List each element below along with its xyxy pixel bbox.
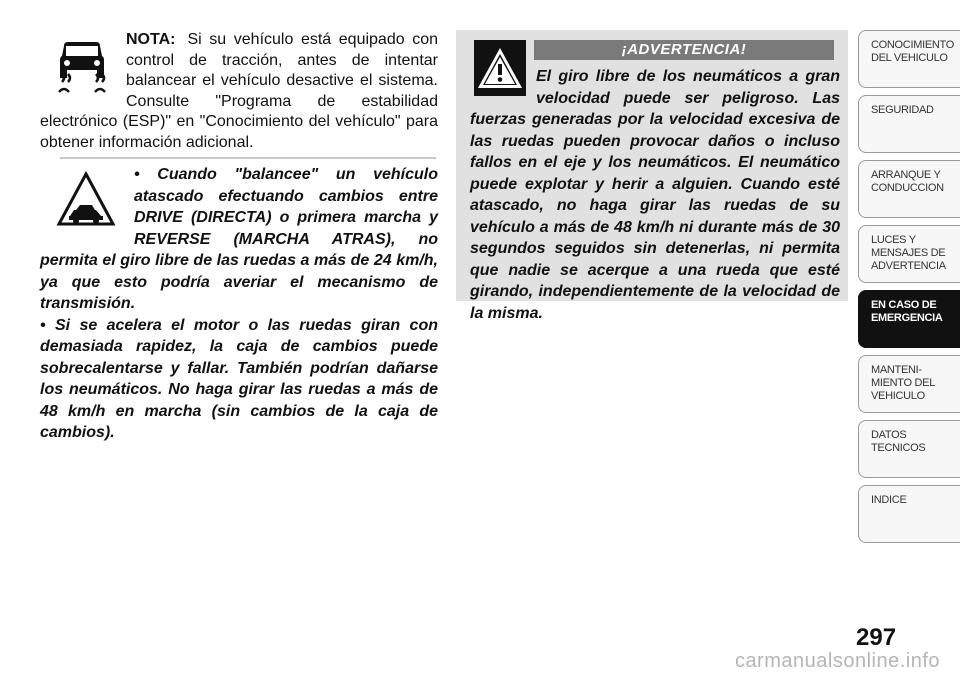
tab-seguridad[interactable] [858,95,960,153]
note-text: Si su vehículo está equipado con control de tracción, antes de intentar balancear el vehículo desactive el sistema. Consulte "Programa de estabilidad electrónico (ESP)" en "Conocimiento del vehículo" para obtener información adicional. [40,31,438,151]
warning-title: ¡ADVERTENCIA! [534,40,834,60]
section-tabs [858,30,960,550]
tab-mantenimiento[interactable] [858,355,960,413]
caution-item-2: • Si se acelera el motor o las ruedas giran con demasiada rapidez, la caja de cambios puede sobrecalentarse y fallar. También podrían dañarse los neumáticos. No haga girar las ruedas a más de 48 km/h en marcha (sin cambios de la caja de cambios). [40,316,438,441]
tab-emergencia[interactable] [858,290,960,348]
tab-label: INDICE [871,494,907,506]
traction-control-icon [56,40,108,96]
caution-triangle-car-icon [56,170,116,230]
caution-item-1: • Cuando "balancee" un vehículo atascado efectuando cambios entre DRIVE (DIRECTA) o primera marcha y REVERSE (MARCHA ATRAS), no permita el giro libre de las ruedas a más de 24 km/h, ya que esto podría averiar el mecanismo de transmisión. [40,166,438,312]
tab-datos[interactable] [858,420,960,478]
warning-box [456,30,848,322]
note-label: NOTA: [126,31,176,48]
tab-luces[interactable] [858,225,960,283]
icon-spacer [470,66,536,106]
divider [60,157,436,159]
tab-label: CONOCIMIENTO DEL VEHICULO [871,39,954,64]
tab-label: LUCES Y MENSAJES DE ADVERTENCIA [871,234,946,272]
warning-paragraph: El giro libre de los neumáticos a gran velocidad puede ser peligroso. Las fuerzas generadas por la velocidad excesiva de las ruedas pueden provocar daños o incluso fallos en el eje y los neumáticos. El neumático puede explotar y herir a alguien. Cuando esté atascado, no haga girar las ruedas de su vehículo a más de 48 km/h ni durante más de 30 segundos seguidos sin detenerlas, ni permita que nadie se acerque a una rueda que esté girando, independientemente de la velocidad de la misma. [470,68,840,322]
warning-text [470,66,840,324]
caution-section [40,164,438,444]
tab-arranque[interactable] [858,160,960,218]
tab-label: EN CASO DE EMERGENCIA [871,299,943,324]
tab-conocimiento[interactable] [858,30,960,88]
note-section [40,30,438,153]
tab-indice[interactable] [858,485,960,543]
tab-label: SEGURIDAD [871,104,934,116]
tab-label: ARRANQUE Y CONDUCCION [871,169,944,194]
tab-label: DATOS TECNICOS [871,429,926,454]
watermark: carmanualsonline.info [734,650,940,672]
tab-label: MANTENI- MIENTO DEL VEHICULO [871,364,935,402]
page-number: 297 [856,624,897,651]
